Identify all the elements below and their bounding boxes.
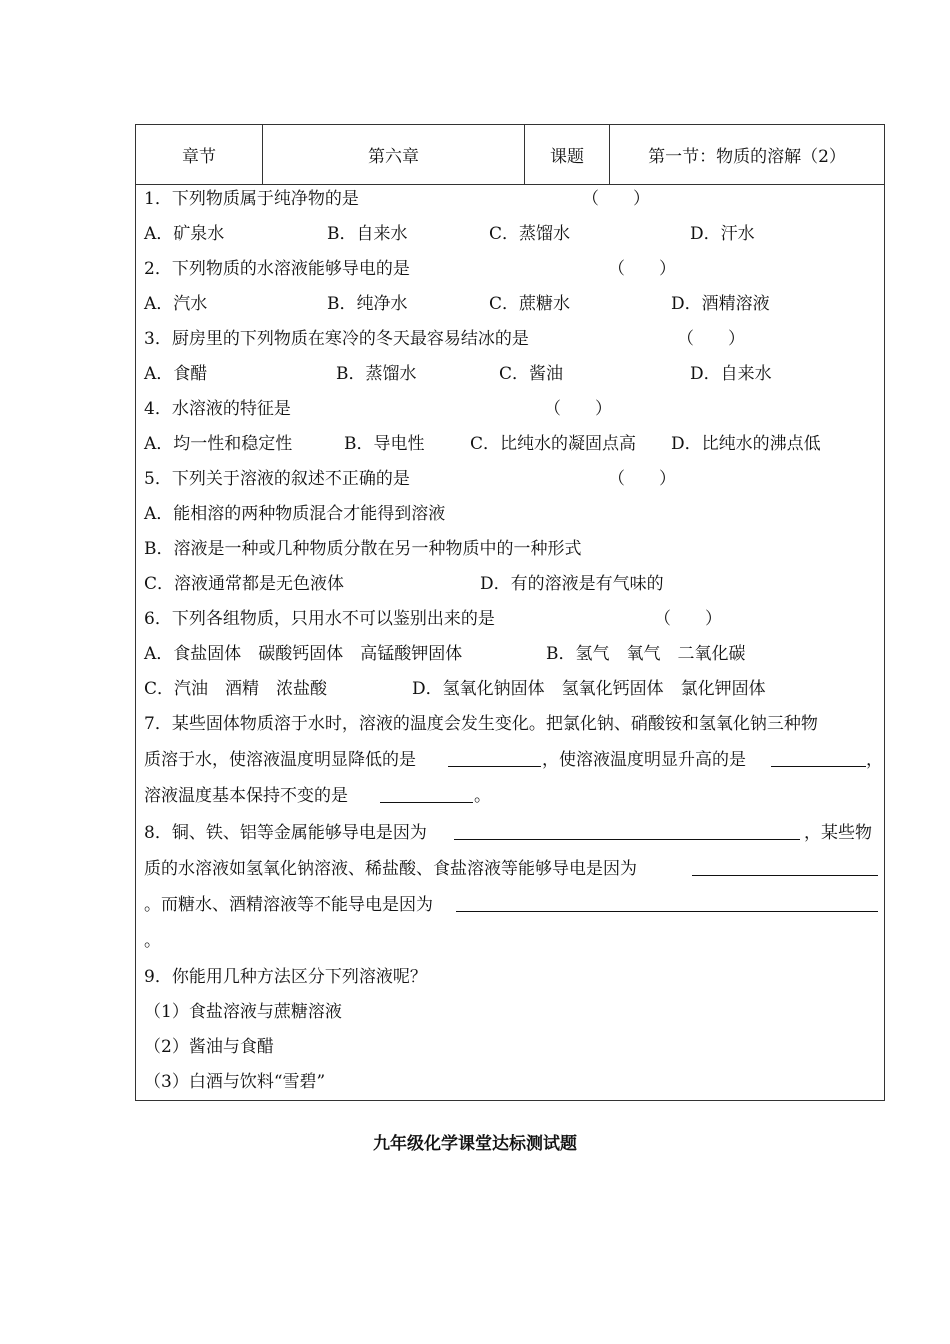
q3-option-b: B．蒸馏水 — [336, 364, 417, 384]
q1-stem: 1．下列物质属于纯净物的是 — [144, 189, 359, 209]
q6-paren: （ ） — [654, 609, 722, 629]
topic-value: 第一节：物质的溶解（2） — [648, 147, 846, 167]
q6-stem: 6．下列各组物质，只用水不可以鉴别出来的是 — [144, 609, 495, 629]
q9-sub-1: （1）食盐溶液与蔗糖溶液 — [144, 1002, 342, 1022]
header-row — [136, 125, 884, 185]
q4-option-b: B．导电性 — [344, 434, 425, 454]
q2-paren: （ ） — [608, 259, 676, 279]
q3-option-a: A．食醋 — [144, 364, 208, 384]
q4-stem: 4．水溶液的特征是 — [144, 399, 291, 419]
q3-stem: 3．厨房里的下列物质在寒冷的冬天最容易结冰的是 — [144, 329, 529, 349]
q8-blank-nonconductor[interactable] — [456, 893, 878, 912]
q8-blank-solution[interactable] — [692, 857, 878, 876]
q3-option-c: C．酱油 — [499, 364, 564, 384]
q5-paren: （ ） — [608, 469, 676, 489]
q6-option-b: B．氢气 氧气 二氧化碳 — [546, 644, 746, 664]
q8-text-3a: 。而糖水、酒精溶液等不能导电是因为 — [144, 895, 433, 915]
q8-text-2a: 质的水溶液如氢氧化钠溶液、稀盐酸、食盐溶液等能够导电是因为 — [144, 859, 637, 879]
q7-blank-unchanged[interactable] — [380, 784, 473, 803]
q6-option-c: C．汽油 酒精 浓盐酸 — [144, 679, 328, 699]
q8-text-1a: 8．铜、铁、铝等金属能够导电是因为 — [144, 823, 427, 843]
q2-option-c: C．蔗糖水 — [489, 294, 571, 314]
q5-option-b: B．溶液是一种或几种物质分散在另一种物质中的一种形式 — [144, 539, 582, 559]
q2-option-a: A．汽水 — [144, 294, 208, 314]
q7-text-3a: 溶液温度基本保持不变的是 — [144, 786, 348, 806]
q7-text-1: 7．某些固体物质溶于水时，溶液的温度会发生变化。把氯化钠、硝酸铵和氢氧化钠三种物 — [144, 714, 818, 734]
q4-option-d: D．比纯水的沸点低 — [671, 434, 821, 454]
q7-text-3b: 。 — [474, 786, 491, 806]
q5-stem: 5．下列关于溶液的叙述不正确的是 — [144, 469, 410, 489]
topic-label: 课题 — [525, 125, 610, 184]
chapter-value: 第六章 — [263, 125, 525, 184]
q7-blank-cooling[interactable] — [448, 748, 541, 767]
q2-stem: 2．下列物质的水溶液能够导电的是 — [144, 259, 410, 279]
q5-option-d: D．有的溶液是有气味的 — [480, 574, 664, 594]
q1-option-b: B．自来水 — [327, 224, 408, 244]
q2-option-d: D．酒精溶液 — [671, 294, 770, 314]
q9-stem: 9．你能用几种方法区分下列溶液呢？ — [144, 967, 427, 987]
q6-option-d: D．氢氧化钠固体 氢氧化钙固体 氯化钾固体 — [412, 679, 766, 699]
q6-option-a: A．食盐固体 碳酸钙固体 高锰酸钾固体 — [144, 644, 463, 664]
q1-option-a: A．矿泉水 — [144, 224, 225, 244]
q3-option-d: D．自来水 — [690, 364, 772, 384]
q7-text-2c: ， — [866, 750, 883, 770]
q8-text-1b: ，某些物 — [804, 823, 872, 843]
q8-blank-metal[interactable] — [454, 821, 800, 840]
q2-option-b: B．纯净水 — [327, 294, 408, 314]
q3-paren: （ ） — [677, 329, 745, 349]
q7-text-2b: ，使溶液温度明显升高的是 — [542, 750, 746, 770]
chapter-label: 章节 — [136, 125, 263, 184]
q1-paren: （ ） — [582, 189, 650, 209]
q4-option-c: C．比纯水的凝固点高 — [470, 434, 637, 454]
worksheet-table — [135, 124, 885, 1101]
q9-sub-3: （3）白酒与饮料“雪碧” — [144, 1072, 326, 1092]
q4-paren: （ ） — [544, 399, 612, 419]
q4-option-a: A．均一性和稳定性 — [144, 434, 293, 454]
q5-option-a: A．能相溶的两种物质混合才能得到溶液 — [144, 504, 446, 524]
q5-option-c: C．溶液通常都是无色液体 — [144, 574, 345, 594]
footer-title: 九年级化学课堂达标测试题 — [373, 1134, 577, 1154]
q1-option-d: D．汗水 — [690, 224, 755, 244]
q7-blank-heating[interactable] — [771, 748, 866, 767]
q8-text-4a: 。 — [144, 931, 161, 951]
q9-sub-2: （2）酱油与食醋 — [144, 1037, 274, 1057]
q7-text-2a: 质溶于水，使溶液温度明显降低的是 — [144, 750, 416, 770]
q1-option-c: C．蒸馏水 — [489, 224, 571, 244]
